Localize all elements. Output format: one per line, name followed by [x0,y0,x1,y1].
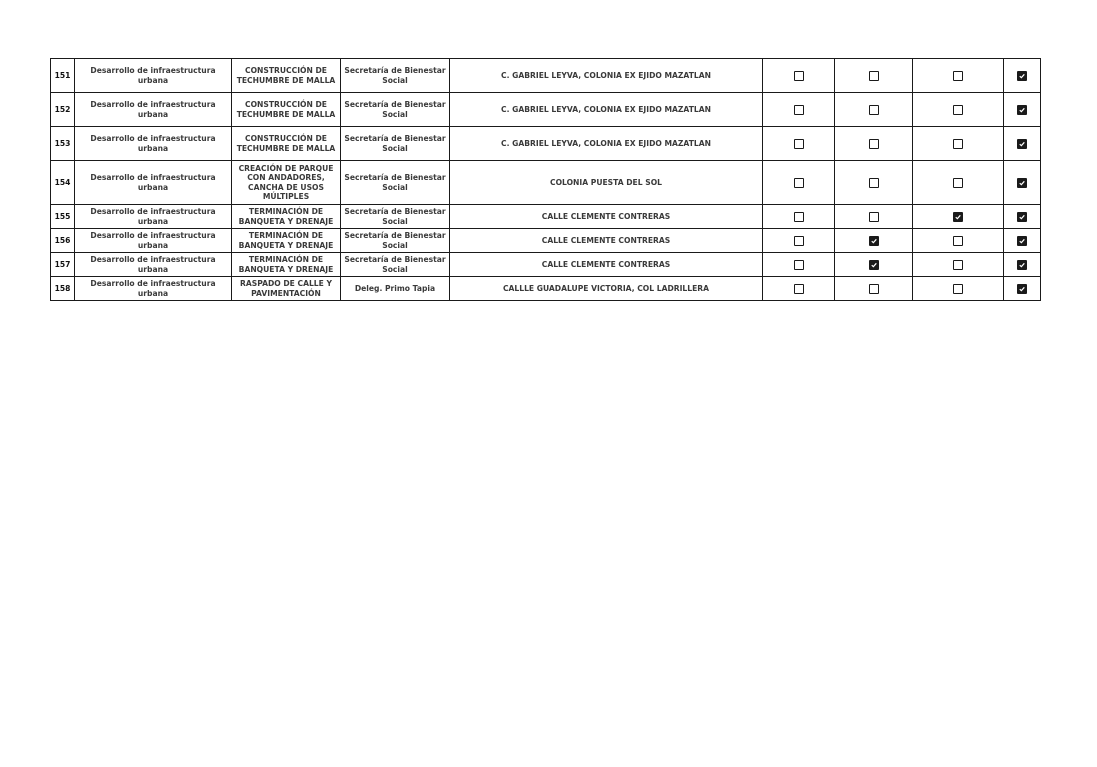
table-row [51,205,1041,229]
row-number: 156 [51,229,75,253]
check-cell [1004,253,1041,277]
agency-cell: Deleg. Primo Tapia [341,277,450,301]
checkmark-icon [1018,285,1026,293]
checkbox-unchecked[interactable] [953,71,963,81]
check-cell [835,127,913,161]
checkbox-unchecked[interactable] [953,284,963,294]
category-cell: Desarrollo de infraestructura urbana [75,93,232,127]
check-cell [763,277,835,301]
table-row [51,229,1041,253]
location-cell: CALLE CLEMENTE CONTRERAS [450,253,763,277]
project-cell: TERMINACIÓN DE BANQUETA Y DRENAJE [232,253,341,277]
location-cell: COLONIA PUESTA DEL SOL [450,161,763,205]
check-cell [835,277,913,301]
location-cell: CALLE CLEMENTE CONTRERAS [450,205,763,229]
category-cell: Desarrollo de infraestructura urbana [75,253,232,277]
check-cell [913,277,1004,301]
row-number: 157 [51,253,75,277]
check-cell [913,229,1004,253]
check-cell [1004,161,1041,205]
project-cell: RASPADO DE CALLE Y PAVIMENTACIÓN [232,277,341,301]
location-cell: C. GABRIEL LEYVA, COLONIA EX EJIDO MAZATLAN [450,127,763,161]
checkbox-unchecked[interactable] [953,105,963,115]
checkbox-checked[interactable] [869,260,879,270]
check-cell [1004,205,1041,229]
check-cell [835,253,913,277]
checkmark-icon [1018,140,1026,148]
checkbox-unchecked[interactable] [794,139,804,149]
project-cell: CONSTRUCCIÓN DE TECHUMBRE DE MALLA [232,127,341,161]
projects-table [50,58,1041,301]
category-cell: Desarrollo de infraestructura urbana [75,229,232,253]
check-cell [913,205,1004,229]
checkbox-unchecked[interactable] [794,236,804,246]
check-cell [763,205,835,229]
checkbox-unchecked[interactable] [953,260,963,270]
checkbox-unchecked[interactable] [869,105,879,115]
checkbox-unchecked[interactable] [794,284,804,294]
checkbox-checked[interactable] [1017,105,1027,115]
check-cell [763,253,835,277]
table-row [51,161,1041,205]
checkbox-unchecked[interactable] [869,212,879,222]
checkbox-unchecked[interactable] [953,178,963,188]
check-cell [763,161,835,205]
checkbox-checked[interactable] [1017,71,1027,81]
project-cell: CONSTRUCCIÓN DE TECHUMBRE DE MALLA [232,59,341,93]
checkbox-checked[interactable] [1017,236,1027,246]
row-number: 155 [51,205,75,229]
agency-cell: Secretaría de Bienestar Social [341,127,450,161]
check-cell [835,59,913,93]
checkbox-checked[interactable] [1017,284,1027,294]
category-cell: Desarrollo de infraestructura urbana [75,59,232,93]
check-cell [835,161,913,205]
checkbox-unchecked[interactable] [869,71,879,81]
project-cell: CREACIÓN DE PARQUE CON ANDADORES, CANCHA DE USOS MÚLTIPLES [232,161,341,205]
check-cell [1004,127,1041,161]
category-cell: Desarrollo de infraestructura urbana [75,161,232,205]
checkmark-icon [1018,261,1026,269]
checkbox-unchecked[interactable] [794,105,804,115]
table-row [51,59,1041,93]
check-cell [835,205,913,229]
checkbox-unchecked[interactable] [953,139,963,149]
check-cell [835,229,913,253]
category-cell: Desarrollo de infraestructura urbana [75,277,232,301]
checkmark-icon [1018,106,1026,114]
check-cell [1004,277,1041,301]
location-cell: CALLE CLEMENTE CONTRERAS [450,229,763,253]
checkbox-checked[interactable] [1017,139,1027,149]
row-number: 152 [51,93,75,127]
check-cell [913,59,1004,93]
agency-cell: Secretaría de Bienestar Social [341,253,450,277]
row-number: 158 [51,277,75,301]
category-cell: Desarrollo de infraestructura urbana [75,127,232,161]
table-row [51,127,1041,161]
check-cell [763,229,835,253]
checkbox-unchecked[interactable] [953,236,963,246]
projects-table-body [51,59,1041,301]
checkbox-checked[interactable] [1017,260,1027,270]
project-cell: TERMINACIÓN DE BANQUETA Y DRENAJE [232,229,341,253]
checkmark-icon [1018,237,1026,245]
checkmark-icon [870,261,878,269]
location-cell: C. GABRIEL LEYVA, COLONIA EX EJIDO MAZATLAN [450,59,763,93]
checkbox-checked[interactable] [1017,178,1027,188]
checkbox-checked[interactable] [869,236,879,246]
checkmark-icon [1018,72,1026,80]
category-cell: Desarrollo de infraestructura urbana [75,205,232,229]
checkmark-icon [870,237,878,245]
check-cell [913,161,1004,205]
projects-table-sheet [50,58,1040,301]
check-cell [1004,59,1041,93]
check-cell [1004,93,1041,127]
checkbox-unchecked[interactable] [794,71,804,81]
location-cell: C. GABRIEL LEYVA, COLONIA EX EJIDO MAZATLAN [450,93,763,127]
agency-cell: Secretaría de Bienestar Social [341,59,450,93]
check-cell [913,93,1004,127]
checkbox-checked[interactable] [953,212,963,222]
checkbox-unchecked[interactable] [794,260,804,270]
checkbox-unchecked[interactable] [869,284,879,294]
checkbox-unchecked[interactable] [869,139,879,149]
checkmark-icon [1018,213,1026,221]
checkmark-icon [1018,179,1026,187]
checkbox-unchecked[interactable] [794,178,804,188]
agency-cell: Secretaría de Bienestar Social [341,161,450,205]
row-number: 154 [51,161,75,205]
agency-cell: Secretaría de Bienestar Social [341,93,450,127]
checkbox-unchecked[interactable] [794,212,804,222]
check-cell [913,127,1004,161]
checkbox-checked[interactable] [1017,212,1027,222]
check-cell [763,127,835,161]
agency-cell: Secretaría de Bienestar Social [341,229,450,253]
project-cell: TERMINACIÓN DE BANQUETA Y DRENAJE [232,205,341,229]
check-cell [763,93,835,127]
agency-cell: Secretaría de Bienestar Social [341,205,450,229]
checkmark-icon [954,213,962,221]
table-row [51,253,1041,277]
table-row [51,277,1041,301]
row-number: 151 [51,59,75,93]
check-cell [913,253,1004,277]
row-number: 153 [51,127,75,161]
checkbox-unchecked[interactable] [869,178,879,188]
check-cell [1004,229,1041,253]
check-cell [835,93,913,127]
location-cell: CALLLE GUADALUPE VICTORIA, COL LADRILLERA [450,277,763,301]
check-cell [763,59,835,93]
project-cell: CONSTRUCCIÓN DE TECHUMBRE DE MALLA [232,93,341,127]
table-row [51,93,1041,127]
